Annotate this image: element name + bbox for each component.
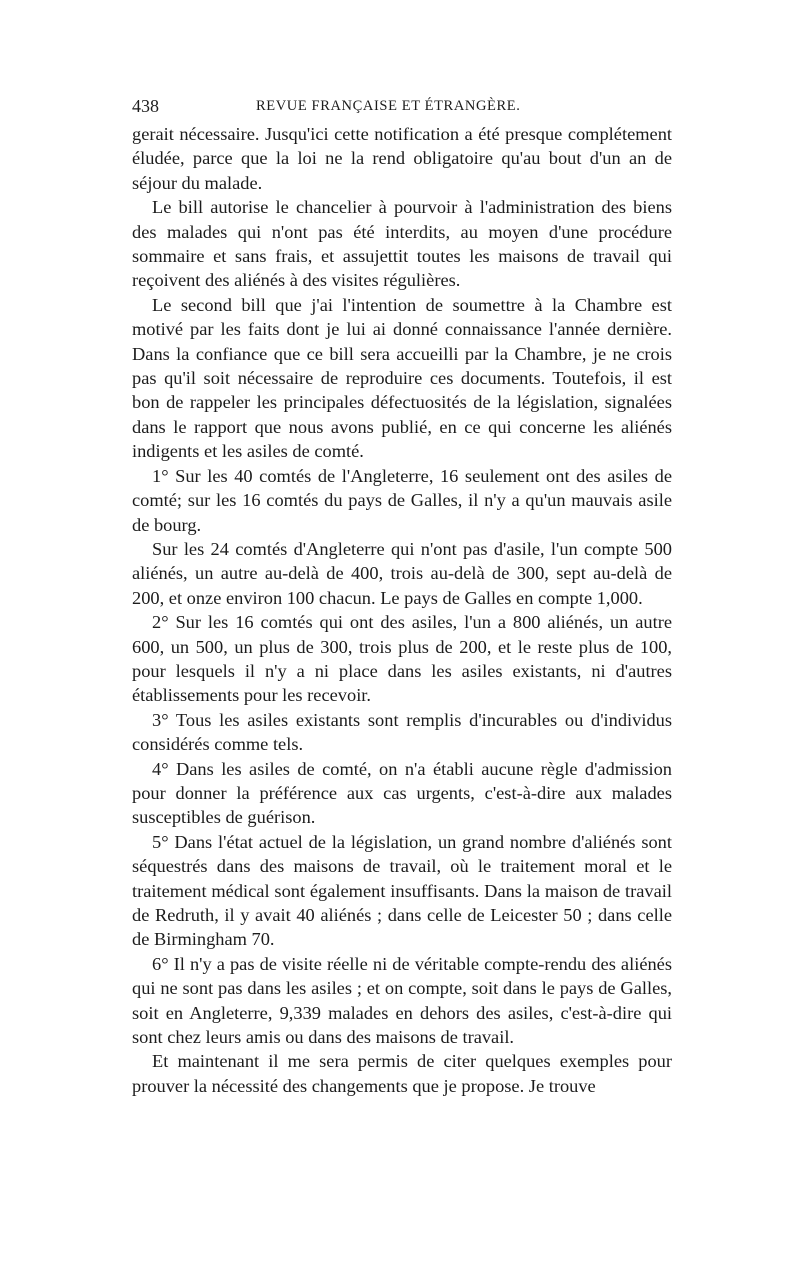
paragraph-point-4: 4° Dans les asiles de comté, on n'a établi aucune règle d'admission pour donner la préférence aux cas urgents, c'est-à-dire aux malades susceptibles de guérison. (132, 758, 672, 828)
page-header (132, 92, 672, 120)
paragraph-point-3: 3° Tous les asiles existants sont remplis d'incurables ou d'individus considérés comme tels. (132, 709, 672, 755)
page-number: 438 (132, 96, 159, 116)
paragraph-conclusion: Et maintenant il me sera permis de citer quelques exemples pour prouver la nécessité des changements que je propose. Je trouve (132, 1051, 672, 1096)
paragraph-point-6: 6° Il n'y a pas de visite réelle ni de véritable compte-rendu des aliénés qui ne sont pas dans les asiles ; et on compte, soit dans le pays de Galles, soit en Angleterre, 9,339 malades en dehors des asiles, c'est-à-dire qui sont chez leurs amis ou dans des maisons de travail. (132, 953, 672, 1048)
paragraph-second-bill: Le second bill que j'ai l'intention de soumettre à la Chambre est motivé par les faits dont je lui ai donné connaissance l'année dernière. Dans la confiance que ce bill sera accueilli par la Chambre, je ne crois pas qu'il soit nécessaire de reproduire ces documents. Toutefois, il est bon de rappeler les principales défectuosités de la législation, signalées dans le rapport que nous avons publié, en ce qui concerne les aliénés indigents et les asiles de comté. (132, 294, 672, 462)
paragraph-bill-chancelier: Le bill autorise le chancelier à pourvoir à l'administration des biens des malades qui n'ont pas été interdits, au moyen d'une procédure sommaire et sans frais, et assujettit toutes les maisons de travail qui reçoivent des aliénés à des visites régulières. (132, 197, 672, 291)
body-text (132, 122, 672, 1098)
running-title: REVUE FRANÇAISE ET ÉTRANGÈRE. (256, 98, 521, 114)
paragraph-point-1-detail: Sur les 24 comtés d'Angleterre qui n'ont pas d'asile, l'un compte 500 aliénés, un autre au-delà de 400, trois au-delà de 300, sept au-delà de 200, et onze environ 100 chacun. Le pays de Galles en compte 1,000. (132, 538, 672, 608)
paragraph-continuation: gerait nécessaire. Jusqu'ici cette notification a été presque complétement éludée, parce que la loi ne la rend obligatoire qu'au bout d'un an de séjour du malade. (132, 124, 672, 193)
paragraph-point-1: 1° Sur les 40 comtés de l'Angleterre, 16 seulement ont des asiles de comté; sur les 16 comtés du pays de Galles, il n'y a qu'un mauvais asile de bourg. (132, 465, 672, 535)
paragraph-point-5: 5° Dans l'état actuel de la législation, un grand nombre d'aliénés sont séquestrés dans des maisons de travail, où le traitement moral et le traitement médical sont également insuffisants. Dans la maison de travail de Redruth, il y avait 40 aliénés ; dans celle de Leicester 50 ; dans celle de Birmingham 70. (132, 831, 672, 950)
paragraph-point-2: 2° Sur les 16 comtés qui ont des asiles, l'un a 800 aliénés, un autre 600, un 500, un plus de 300, trois plus de 200, et le reste plus de 100, pour lesquels il n'y a ni place dans les asiles existants, ni d'autres établissements pour les recevoir. (132, 612, 672, 706)
document-page (132, 92, 672, 1098)
